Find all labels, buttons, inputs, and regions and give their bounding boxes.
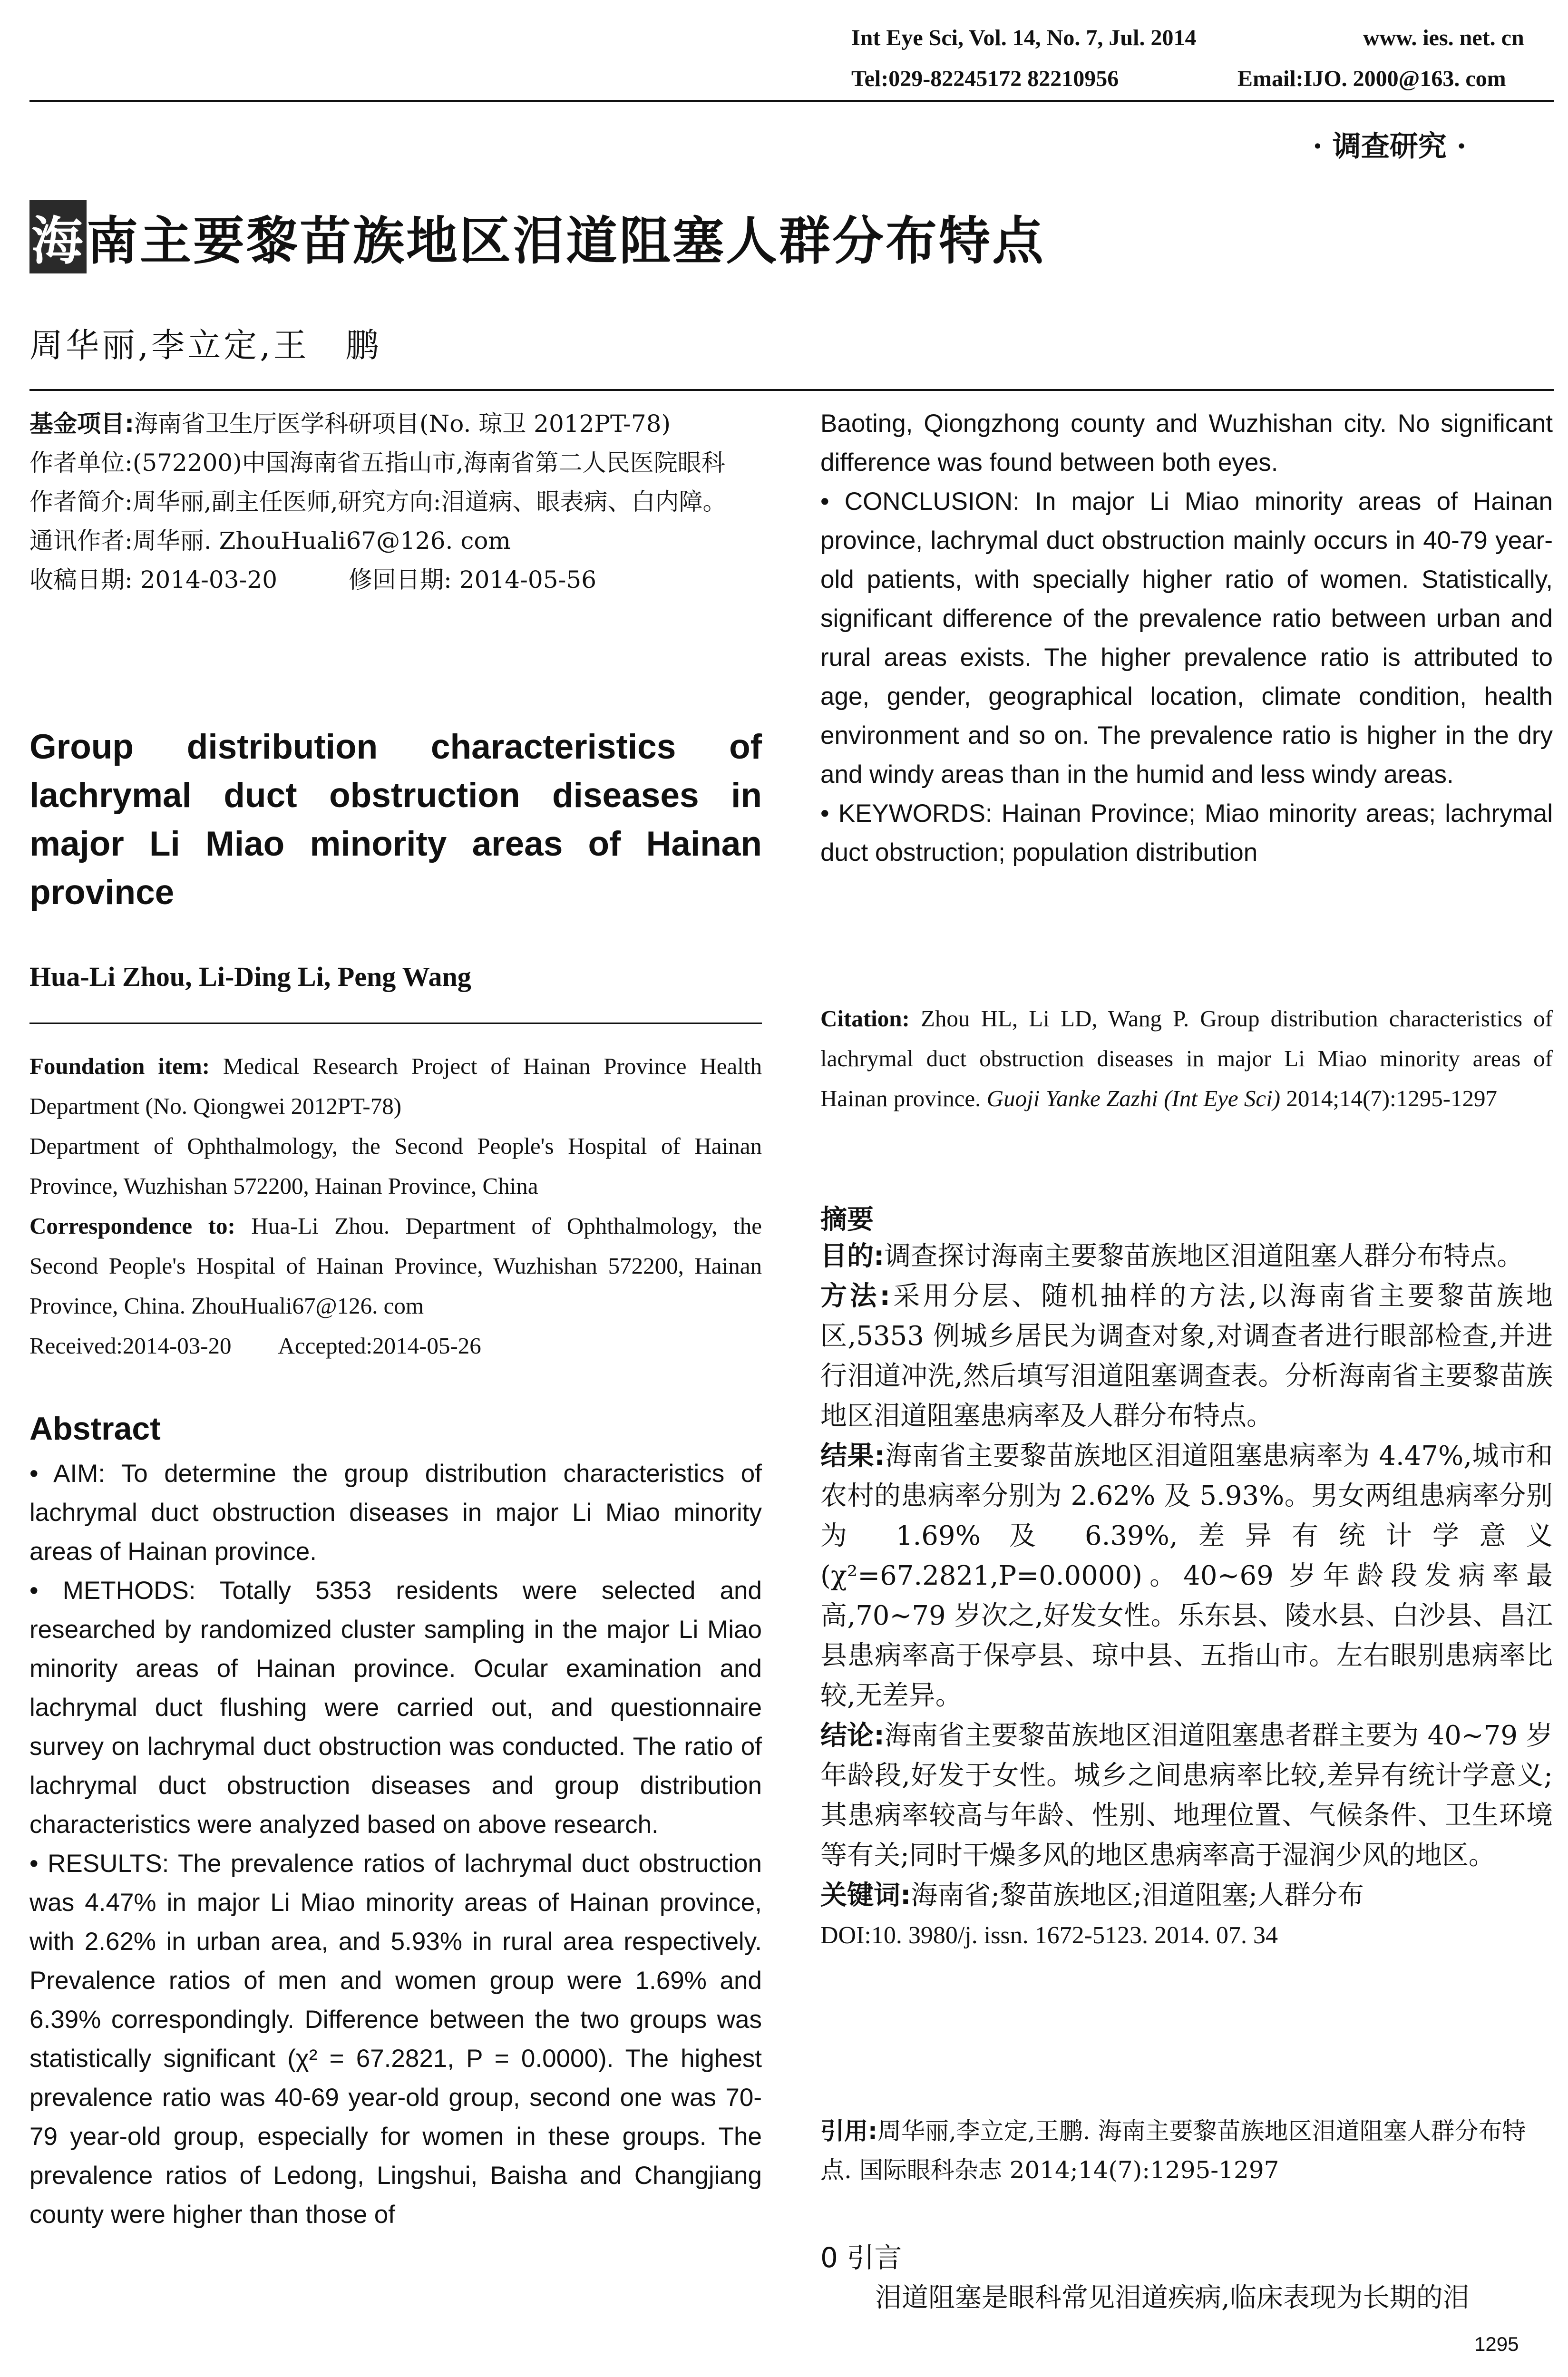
journal-email: Email:IJO. 2000@163. com xyxy=(1237,66,1506,91)
citation-journal: Guoji Yanke Zazhi (Int Eye Sci) xyxy=(981,1085,1281,1111)
intro-heading: 0 引言 xyxy=(820,2241,902,2274)
abstract-keywords: • KEYWORDS: Hainan Province; Miao minority areas; lachrymal duct obstruction; population distribution xyxy=(820,799,1553,867)
zh-keywords-label: 关键词: xyxy=(820,1880,911,1911)
title-en: Group distribution characteristics of lachrymal duct obstruction diseases in major Li Miao minority areas of Hainan province xyxy=(29,728,762,912)
title-rule xyxy=(29,389,1554,391)
abstract-left xyxy=(29,1454,762,2234)
journal-line: Int Eye Sci, Vol. 14, No. 7, Jul. 2014 xyxy=(851,25,1197,50)
zh-keywords: 海南省;黎苗族地区;泪道阻塞;人群分布 xyxy=(911,1880,1364,1911)
zh-conclusion-label: 结论: xyxy=(820,1720,885,1751)
zh-abstract-heading: 摘要 xyxy=(820,1204,874,1235)
authors-en: Hua-Li Zhou, Li-Ding Li, Peng Wang xyxy=(29,961,471,992)
zh-citation-label: 引用: xyxy=(820,2117,877,2145)
zh-abstract xyxy=(820,1237,1553,1956)
zh-results: 海南省主要黎苗族地区泪道阻塞患病率为 4.47%,城市和农村的患病率分别为 2.62% 及 5.93%。男女两组患病率分别为 1.69% 及 6.39%,差异有统计学意义(χ²=67.2821,P=0.0000)。40~69 岁年龄段发病率最高,70~79 岁次之,好发女性。乐东县、陵水县、白沙县、昌江县患病率高于保亭县、琼中县、五指山市。左右眼别患病率比较,无差异。 xyxy=(820,1441,1553,1711)
correspondence-text: Hua-Li Zhou. Department of Ophthalmology, the Second People's Hospital of Hainan Province, Wuzhishan 572200, Hainan Province, China. ZhouHuali67@126. com xyxy=(29,1213,762,1319)
abstract-results-cont: Baoting, Qiongzhong county and Wuzhishan city. No significant difference was found between both eyes. xyxy=(820,409,1553,477)
meta-bio: 作者简介:周华丽,副主任医师,研究方向:泪道病、眼表病、白内障。 xyxy=(29,488,727,516)
meta-dates: 收稿日期: 2014-03-20 修回日期: 2014-05-56 xyxy=(29,566,597,594)
citation-text: Zhou HL, Li LD, Wang P. Group distribution characteristics of lachrymal duct obstruction diseases in major Li Miao minority areas of Hainan province. xyxy=(820,1005,1553,1111)
left-meta xyxy=(29,404,762,599)
abstract-right xyxy=(820,404,1553,872)
abstract-methods: • METHODS: Totally 5353 residents were selected and researched by randomized cluster sampling in the major Li Miao minority areas of Hainan province. Ocular examination and lachrymal duct flushing were carried out, and questionnaire survey on lachrymal duct obstruction was conducted. The ratio of lachrymal duct obstruction diseases and group distribution characteristics were analyzed based on above research. xyxy=(29,1577,762,1839)
citation-tail: 2014;14(7):1295-1297 xyxy=(1280,1085,1498,1111)
zh-aim-label: 目的: xyxy=(820,1241,885,1272)
correspondence-label: Correspondence to: xyxy=(29,1213,235,1239)
header-rule xyxy=(29,100,1554,102)
section-tag: · 调查研究 · xyxy=(1313,130,1467,163)
foundation-label: Foundation item: xyxy=(29,1053,210,1079)
title-rest: 南主要黎苗族地区泪道阻塞人群分布特点 xyxy=(87,212,1046,271)
zh-aim: 调查探讨海南主要黎苗族地区泪道阻塞人群分布特点。 xyxy=(884,1241,1524,1272)
journal-tel: Tel:029-82245172 82210956 xyxy=(851,66,1119,91)
zh-citation-text: 周华丽,李立定,王鹏. 海南主要黎苗族地区泪道阻塞人群分布特点. 国际眼科杂志 2014;14(7):1295-1297 xyxy=(820,2117,1526,2184)
authors-zh: 周华丽,李立定,王 鹏 xyxy=(29,326,382,365)
citation-block xyxy=(820,999,1553,1119)
abstract-results: • RESULTS: The prevalence ratios of lachrymal duct obstruction was 4.47% in major Li Miao minority areas of Hainan province, with 2.62% in urban area, and 5.93% in rural area respectively. Prevalence ratios of men and women group were 1.69% and 6.39% correspondingly. Difference between the two groups was statistically significant (χ² = 67.2821, P = 0.0000). The highest prevalence ratio was 40-69 year-old group, second one was 70-79 year-old group, especially for women in these groups. The prevalence ratios of Ledong, Lingshui, Baisha and Changjiang county were higher than those of xyxy=(29,1850,762,2229)
doi: DOI:10. 3980/j. issn. 1672-5123. 2014. 07. 34 xyxy=(820,1922,1278,1949)
authors-rule xyxy=(29,1023,762,1024)
zh-methods-label: 方法: xyxy=(820,1281,890,1312)
foundation-block xyxy=(29,1046,762,1366)
zh-results-label: 结果: xyxy=(820,1441,885,1471)
received-dates: Received:2014-03-20 Accepted:2014-05-26 xyxy=(29,1333,481,1359)
abstract-heading: Abstract xyxy=(29,1411,161,1447)
foundation-text: Medical Research Project of Hainan Province Health Department (No. Qiongwei 2012PT-78) xyxy=(29,1053,762,1119)
meta-corr: 通讯作者:周华丽. ZhouHuali67@126. com xyxy=(29,527,511,555)
department: Department of Ophthalmology, the Second People's Hospital of Hainan Province, Wuzhishan 572200, Hainan Province, China xyxy=(29,1133,762,1199)
meta-foundation-label: 基金项目: xyxy=(29,410,134,438)
zh-methods: 采用分层、随机抽样的方法,以海南省主要黎苗族地区,5353 例城乡居民为调查对象,对调查者进行眼部检查,并进行泪道冲洗,然后填写泪道阻塞调查表。分析海南省主要黎苗族地区泪道阻塞患病率及人群分布特点。 xyxy=(820,1281,1553,1432)
abstract-aim: • AIM: To determine the group distribution characteristics of lachrymal duct obstruction diseases in major Li Miao minority areas of Hainan province. xyxy=(29,1460,762,1566)
title-first-char: 海 xyxy=(29,200,87,273)
zh-conclusion: 海南省主要黎苗族地区泪道阻塞患者群主要为 40~79 岁年龄段,好发于女性。城乡之间患病率比较,差异有统计学意义;其患病率较高与年龄、性别、地理位置、气候条件、卫生环境等有关;同时干燥多风的地区患病率高于湿润少风的地区。 xyxy=(820,1720,1553,1871)
meta-unit: 作者单位:(572200)中国海南省五指山市,海南省第二人民医院眼科 xyxy=(29,449,725,477)
intro-text: 泪道阻塞是眼科常见泪道疾病,临床表现为长期的泪 xyxy=(875,2282,1470,2313)
abstract-conclusion: • CONCLUSION: In major Li Miao minority areas of Hainan province, lachrymal duct obstruction mainly occurs in 40-79 year-old patients, with specially higher ratio of women. Statistically, significant difference of the prevalence ratio between urban and rural areas exists. The higher prevalence ratio is attributed to age, gender, geographical location, climate condition, health environment and so on. The prevalence ratio is higher in the dry and windy areas than in the humid and less windy areas. xyxy=(820,487,1553,789)
meta-foundation: 基金项目:海南省卫生厅医学科研项目(No. 琼卫 2012PT-78) xyxy=(29,410,671,438)
citation-label: Citation: xyxy=(820,1005,910,1032)
journal-website: www. ies. net. cn xyxy=(1363,25,1524,50)
page-number: 1295 xyxy=(1474,2333,1519,2355)
zh-citation xyxy=(820,2112,1553,2190)
page-title xyxy=(29,200,1045,273)
